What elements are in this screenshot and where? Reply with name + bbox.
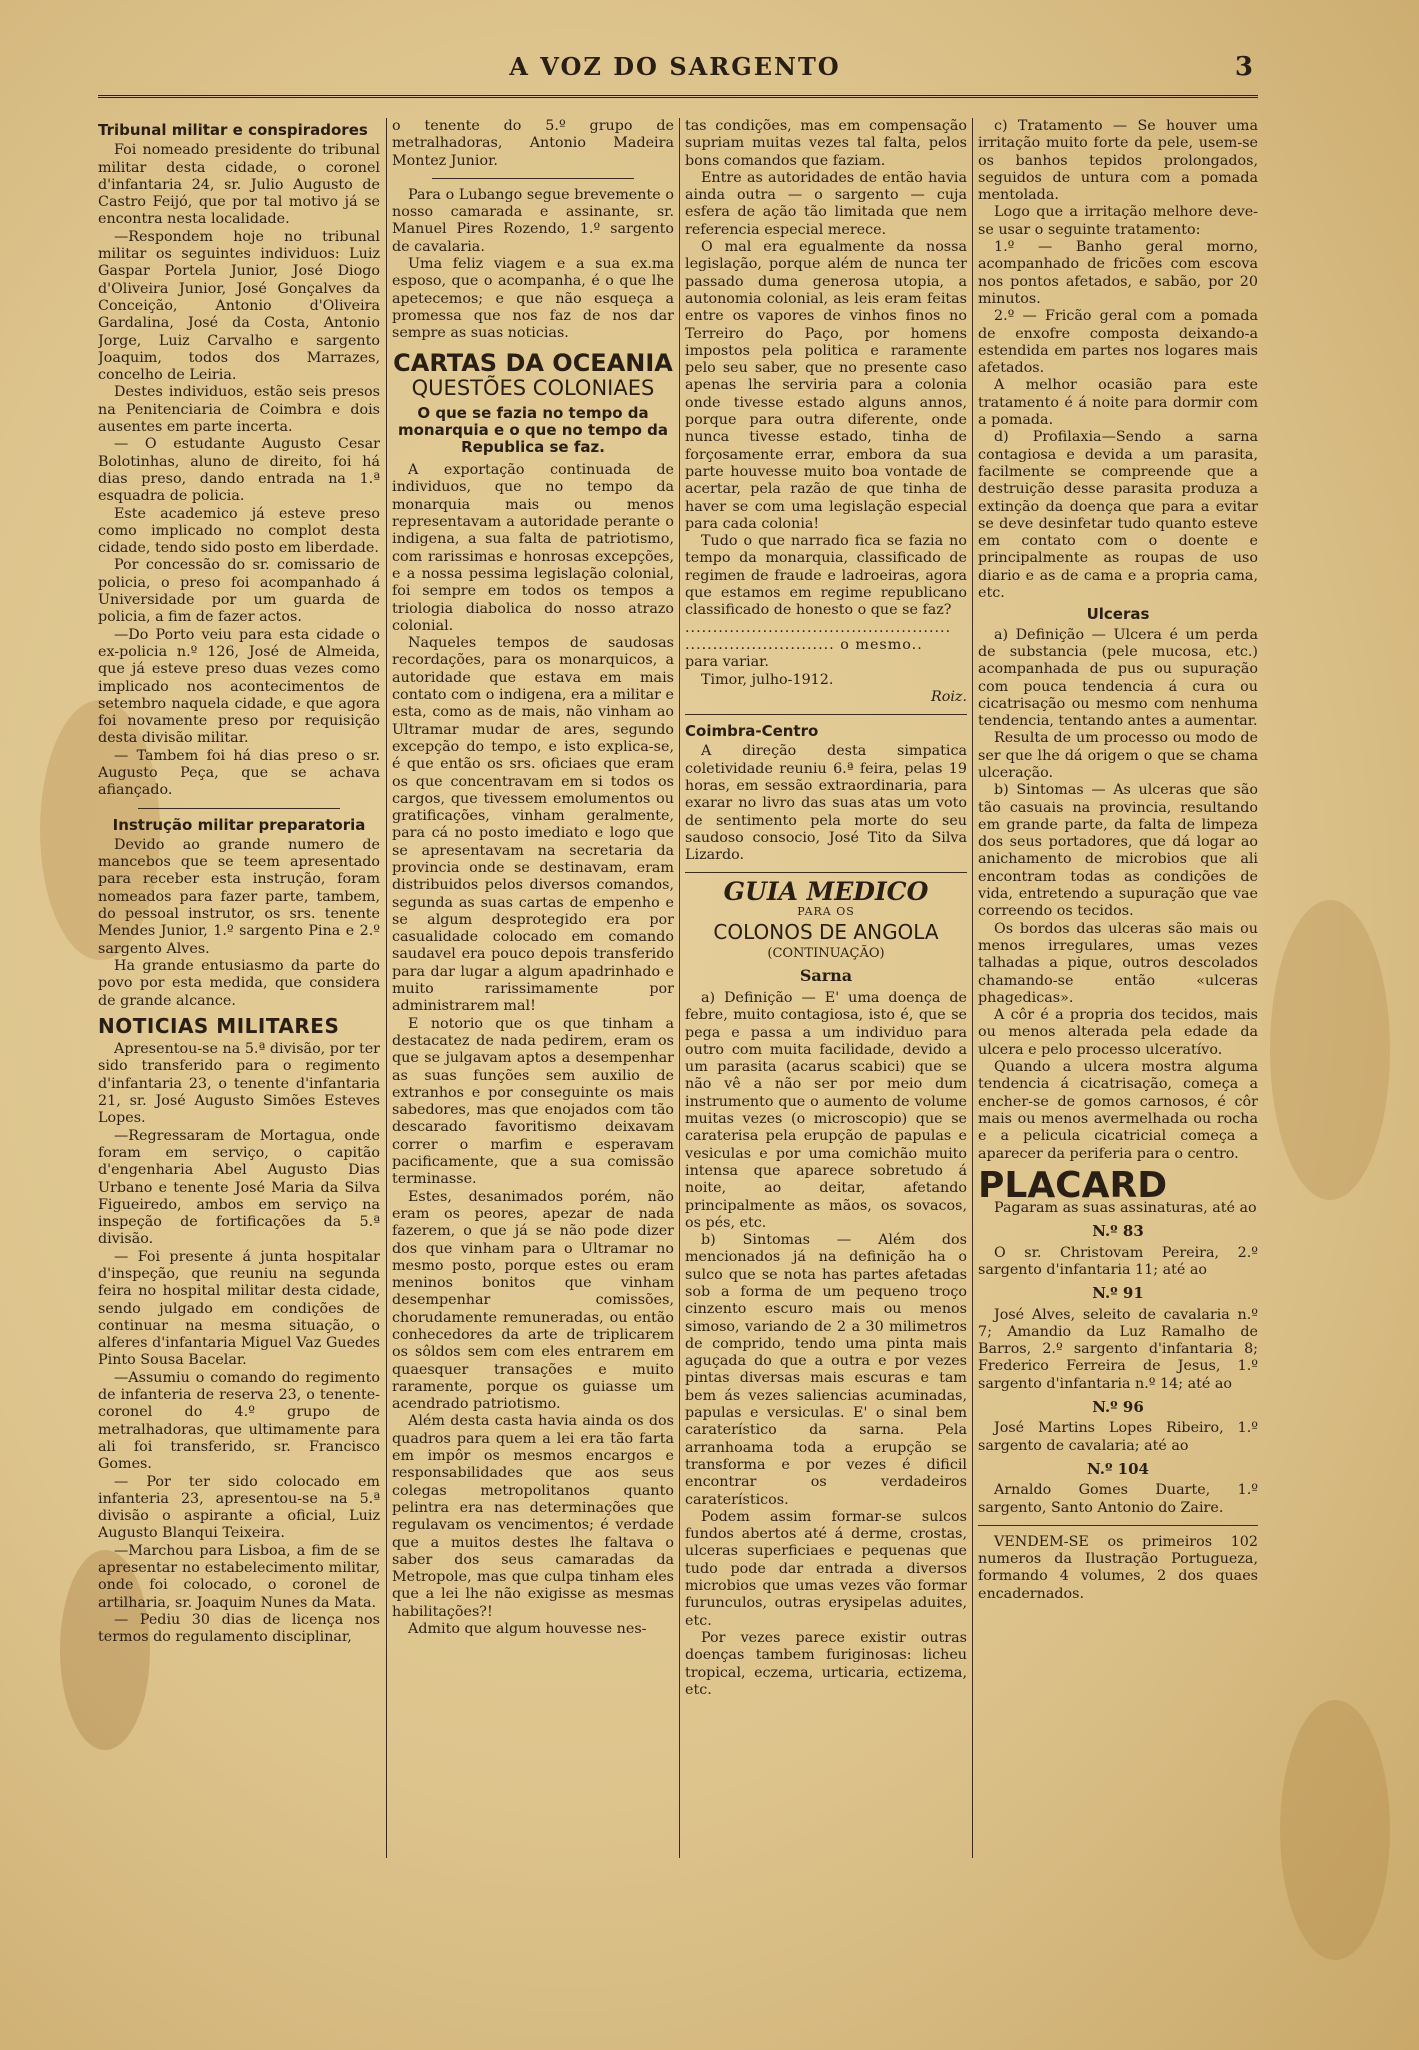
signature: Roiz. bbox=[930, 688, 967, 705]
headline-para-os: PARA OS bbox=[797, 904, 855, 918]
paragraph: O sr. Christovam Pereira, 2.º sargento d'infantaria 11; até ao bbox=[978, 1244, 1258, 1278]
paragraph: Entre as autoridades de então havia ainda outra — o sargento — cuja esfera de ação tão limitada que nem referencia especial merece. bbox=[685, 169, 967, 238]
paragraph: — Foi presente á junta hospitalar d'inspeção, que reuniu na segunda feira no hospital militar desta cidade, sendo julgado em condições de continuar na mesma situação, o alferes d'infantaria Miguel Vaz Guedes Pinto Sousa Bacelar. bbox=[98, 1248, 380, 1369]
paragraph: O mal era egualmente da nossa legislação, porque além de nunca ter passado duma generosa utopia, a autonomia colonial, as leis eram feitas entre os vapores de vinhos finos no Terreiro do Paço, por homens impostos pela politica e raramente pelo seu saber, que no presente caso apenas lhe serviria para a colonia onde tivesse estado alguns annos, porque para outra diferente, onde nunca tivesse estado, tinha de forçosamente errar, embora da sua parte houvesse muito boa vontade de acertar, pela razão de que tinha de haver se com uma legislação especial para cada colonia! bbox=[685, 239, 967, 532]
paragraph: Pagaram as suas assinaturas, até ao bbox=[994, 1200, 1257, 1217]
headline-cartas-oceania: CARTAS DA OCEANIA bbox=[393, 348, 673, 377]
column-2 bbox=[392, 118, 674, 1858]
section-divider bbox=[978, 1525, 1258, 1526]
paragraph: a) Definição — E' uma doença de febre, muito contagiosa, isto é, que se pega e passa a um individuo para outro com muita facilidade, devido a um parasita (acarus scabici) que se não vê a não ser por meio dum instrumento que o aumento de volume muitas vezes (o microscopio) que se caraterisa pela erupção de papulas e vesiculas e por uma comichão muito intensa que aparece sobretudo á noite, ao deitar, afetando principalmente as mãos, os sovacos, os pés, etc. bbox=[685, 989, 967, 1231]
paragraph: —Respondem hoje no tribunal militar os seguintes individuos: Luiz Gaspar Portela Junior, José Diogo d'Oliveira Junior, José Gonçalves da Conceição, Antonio d'Oliveira Gardalina, José da Costa, Antonio Jorge, Luiz Carvalho e sargento Joaquim, todos dos Marrazes, concelho de Leiria. bbox=[98, 228, 380, 384]
headline-placard: PLACARD bbox=[978, 1164, 1168, 1206]
paragraph: José Alves, seleito de cavalaria n.º 7; Amandio da Luz Ramalho de Barros, 2.º sargento d'infantaria 8; Frederico Ferreira de Jesus, 1.º sargento d'infantaria n.º 14; até ao bbox=[978, 1306, 1258, 1392]
section-divider bbox=[432, 178, 634, 179]
paragraph: A côr é a propria dos tecidos, mais ou menos alterada pela edade da ulcera e pelo processo ulceratívo. bbox=[978, 1007, 1258, 1058]
number-heading: N.º 104 bbox=[1086, 1459, 1149, 1478]
paragraph: Por vezes parece existir outras doenças tambem furiginosas: licheu tropical, eczema, urticaria, ectizema, etc. bbox=[685, 1629, 967, 1698]
paragraph: Para o Lubango segue brevemente o nosso camarada e assinante, sr. Manuel Pires Rozendo, 1.º sargento de cavalaria. bbox=[392, 186, 674, 255]
paragraph: —Marchou para Lisboa, a fim de se apresentar no estabelecimento militar, onde foi colocado, o coronel de artilharia, sr. Joaquim Nunes da Mata. bbox=[98, 1542, 380, 1611]
section-heading-tribunal: Tribunal militar e conspiradores bbox=[98, 121, 368, 139]
section-divider bbox=[685, 872, 967, 873]
paragraph: — Pediu 30 dias de licença nos termos do regulamento disciplinar, bbox=[98, 1611, 380, 1646]
paragraph: — O estudante Augusto Cesar Bolotinhas, aluno de direito, foi há dias preso, dando entrada na 1.ª esquadra de policia. bbox=[98, 436, 380, 505]
paragraph: Arnaldo Gomes Duarte, 1.º sargento, Santo Antonio do Zaire. bbox=[978, 1482, 1258, 1516]
column-divider bbox=[386, 118, 387, 1858]
headline-questoes-coloniaes: QUESTÕES COLONIAES bbox=[411, 375, 655, 400]
paragraph: Tudo o que narrado fica se fazia no tempo da monarquia, classificado de regimen de fraude e ladroeiras, agora que estamos em regime republicano classificado de honesto o que se faz? bbox=[685, 533, 967, 619]
paragraph: Resulta de um processo ou modo de ser que lhe dá origem o que se chama ulceração. bbox=[978, 730, 1258, 781]
paragraph: A direção desta simpatica coletividade reuniu 6.ª feira, pelas 19 horas, em sessão extraordinaria, para exarar no livro das suas atas um voto de sentimento pela morte do seu saudoso consocio, José Tito da Silva Lizardo. bbox=[685, 743, 967, 864]
paragraph: Uma feliz viagem e a sua ex.ma esposo, que o acompanha, é o que lhe apetecemos; e que não esqueça a promessa que nos faz de nos dar sempre as suas noticias. bbox=[392, 256, 674, 342]
paragraph: Além desta casta havia ainda os dos quadros para quem a lei era tão farta em impôr os mesmos encargos e responsabilidades que aos seus colegas metropolitanos quanto pelintra era nas determinações que regulavam os vencimentos; é verdade que a muitos destes lhe faltava o saber dos seus camaradas da Metropole, mas que culpa tinham eles que a lei lhe não exigisse as mesmas habilitações?! bbox=[392, 1413, 674, 1620]
paragraph: 2.º — Fricão geral com a pomada de enxofre composta deixando-a estendida em partes nos logares mais afetados. bbox=[978, 308, 1258, 377]
paragraph: —Assumiu o comando do regimento de infanteria de reserva 23, o tenente-coronel do 4.º grupo de metralhadoras, que ultimamente para ali foi transferido, sr. Francisco Gomes. bbox=[98, 1369, 380, 1473]
paragraph: a) Definição — Ulcera é um perda de substancia (pele mucosa, etc.) acompanhada de pus ou supuração com pouca tendencia á cura ou cicatrisação ou mesmo com nenhuma tendencia, tentando antes a aumentar. bbox=[978, 626, 1258, 730]
section-divider bbox=[138, 808, 340, 809]
paragraph: b) Sintomas — Além dos mencionados já na definição ha o sulco que se nota has partes afetadas sob a forma de um pequeno troço cinzento escuro mais ou menos simoso, variando de 2 a 30 milimetros de comprido, tendo uma pinta mais aguçada do que a outra e por vezes pintas diversas mais escuras e tam bem ás vezes saliencias acuminadas, papulas e versiculas. E' o sinal bem caraterístico da sarna. Pela arranhoama toda a erupção se transforma e por vezes é dificil encontrar os verdadeiros caraterísticos. bbox=[685, 1232, 967, 1508]
paragraph: A melhor ocasião para este tratamento é á noite para dormir com a pomada. bbox=[978, 377, 1258, 429]
page-number: 3 bbox=[1234, 52, 1255, 82]
paragraph: Destes individuos, estão seis presos na Penitenciaria de Coimbra e dois ausentes em parte incerta. bbox=[98, 384, 380, 436]
paragraph: Foi nomeado presidente do tribunal militar desta cidade, o coronel d'infantaria 24, sr. Julio Augusto de Castro Feijó, que por tal motivo já se encontra nesta localidade. bbox=[98, 142, 380, 228]
paragraph: —Do Porto veiu para esta cidade o ex-policia n.º 126, José de Almeida, que já esteve preso duas vezes como implicado nos acontecimentos de setembro naquela cidade, e que agora foi novamente preso por requisição desta divisão militar. bbox=[98, 626, 380, 747]
subheadline: O que se fazia no tempo da monarquia e o que no tempo da Republica se faz. bbox=[397, 404, 669, 457]
paragraph: c) Tratamento — Se houver uma irritação muito forte da pele, usem-se os banhos tepidos prolongados, seguidos de untura com a pomada mentolada. bbox=[978, 118, 1258, 204]
paragraph: Os bordos das ulceras são mais ou menos irregulares, umas vezes talhadas a pique, outros descolados chamando-se então «ulceras phagedicas». bbox=[978, 920, 1258, 1006]
paragraph: Podem assim formar-se sulcos fundos abertos até á derme, crostas, ulceras superficiaes e pequenas que tudo pode dar entrada a diversos microbios que umas vezes vão formar furunculos, outras erysipelas aduites, etc. bbox=[685, 1508, 967, 1629]
paragraph: A exportação continuada de individuos, que no tempo da monarquia mais ou menos representavam a autoridade perante o indigena, a sua falta de patriotismo, com rarissimas e honrosas excepções, e a nossa pessima legislação colonial, foi sempre em todos os tempos a triologia diabolica do nosso atrazo colonial. bbox=[392, 462, 674, 634]
paragraph: Naqueles tempos de saudosas recordações, para os monarquicos, a autoridade que estava em mais contato com o indigena, era a militar e esta, como as de mais, não vinham ao Ultramar mudar de ares, segundo excepção do tempo, e isto explica-se, é que então os srs. oficiaes que eram os que concentravam em si todos os cargos, que tivessem emolumentos ou gratificações, vinham geralmente, para cá no posto imediato e logo que se apresentavam na secretaria da provincia onde se destinavam, eram distribuidos pelos diversos comandos, segunda as suas cartas de empenho e se algum desprotegido era por casualidade colocado em comando saudavel era pouco depois transferido para dar lugar a algum apadrinhado e muito rarissimamente por administrarem mal! bbox=[392, 635, 674, 1015]
headline-colonos-angola: COLONOS DE ANGOLA bbox=[713, 920, 939, 945]
section-heading-noticias: NOTICIAS MILITARES bbox=[98, 1013, 340, 1038]
paragraph: Devido ao grande numero de mancebos que se teem apresentado para receber esta instrução, foram nomeados para fazer parte, tambem, do pessoal instrutor, os srs. tenente Mendes Junior, 1.º sargento Pina e 2.º sargento Alves. bbox=[98, 836, 380, 957]
ellipsis-line: ................................................ bbox=[685, 619, 952, 636]
section-heading-coimbra-centro: Coimbra-Centro bbox=[685, 722, 819, 741]
column-divider bbox=[972, 118, 973, 1858]
section-heading-instrucao: Instrução militar preparatoria bbox=[112, 815, 366, 834]
paragraph: — Tambem foi há dias preso o sr. Augusto Peça, que se achava afiançado. bbox=[98, 747, 380, 799]
ellipsis-line: ........................... o mesmo.. bbox=[685, 636, 923, 653]
continuation-note: (CONTINUAÇÃO) bbox=[767, 946, 885, 962]
paragraph: —Regressaram de Mortagua, onde foram em serviço, o capitão d'engenharia Abel Augusto Dias Urbano e tenente José Maria da Silva Figueiredo, ambos em serviço na inspeção de fortificações da 5.ª divisão. bbox=[98, 1127, 380, 1248]
column-3 bbox=[685, 118, 967, 1858]
paragraph: Ha grande entusiasmo da parte do povo por esta medida, que considera de grande alcance. bbox=[98, 957, 380, 1009]
paragraph: d) Profilaxia—Sendo a sarna contagiosa e devida a um parasita, facilmente se compreende que a destruição desse parasita produza a extinção da doença que para a evitar se deve desinfetar tudo quanto esteve em contato com o doente e principalmente as roupas de uso diario e as de cama e a propria cama, etc. bbox=[978, 429, 1258, 602]
paragraph: para variar. bbox=[685, 654, 769, 671]
subheading-sarna: Sarna bbox=[799, 965, 853, 985]
paragraph: Logo que a irritação melhore deve-se usar o seguinte tratamento: bbox=[978, 204, 1258, 238]
paragraph: Este academico já esteve preso como implicado no complot desta cidade, tendo sido posto em liberdade. bbox=[98, 505, 380, 557]
paragraph: Por concessão do sr. comissario de policia, o preso foi acompanhado á Universidade por um guarda de policia, a fim de fazer actos. bbox=[98, 557, 380, 626]
paragraph: b) Sintomas — As ulceras que são tão casuais na provincia, resultando em grande parte, da falta de limpeza dos seus portadores, que dá logar ao anichamento de microbios que ali encontram todas as condições de vida, entretendo a supuração que vae correendo os tecidos. bbox=[978, 782, 1258, 920]
headline-guia-medico: GUIA MEDICO bbox=[723, 877, 929, 907]
number-heading: N.º 91 bbox=[1092, 1284, 1144, 1303]
masthead-rule bbox=[98, 95, 1258, 98]
paragraph: José Martins Lopes Ribeiro, 1.º sargento de cavalaria; até ao bbox=[978, 1420, 1258, 1454]
masthead bbox=[95, 52, 1255, 90]
paragraph: Apresentou-se na 5.ª divisão, por ter sido transferido para o regimento d'infantaria 23, o tenente d'infantaria 21, sr. José Augusto Simões Esteves Lopes. bbox=[98, 1041, 380, 1127]
number-heading: N.º 83 bbox=[1092, 1222, 1144, 1241]
paragraph: — Por ter sido colocado em infanteria 23, apresentou-se na 5.ª divisão o aspirante a oficial, Luiz Augusto Blanqui Teixeira. bbox=[98, 1473, 380, 1542]
paragraph: tas condições, mas em compensação supriam muitas vezes tal falta, pelos bons comandos que faziam. bbox=[685, 118, 967, 169]
paragraph: Admito que algum houvesse nes- bbox=[408, 1621, 647, 1638]
advertisement-vendem: VENDEM-SE os primeiros 102 numeros da Ilustração Portugueza, formando 4 volumes, 2 dos quaes encadernados. bbox=[978, 1533, 1258, 1602]
paragraph: 1.º — Banho geral morno, acompanhado de fricões com escova nos pontos afetados, e sabão, por 20 minutos. bbox=[978, 239, 1258, 307]
paragraph: o tenente do 5.º grupo de metralhadoras, Antonio Madeira Montez Junior. bbox=[392, 118, 674, 169]
paragraph: Quando a ulcera mostra alguma tendencia á cicatrisação, começa a encher-se de gomos carnosos, é côr mais ou menos avermelhada ou rocha e a pelicula cicatricial começa a aparecer da periferia para o centro. bbox=[978, 1059, 1258, 1162]
dateline: Timor, julho-1912. bbox=[701, 671, 834, 688]
number-heading: N.º 96 bbox=[1092, 1398, 1144, 1417]
column-4 bbox=[978, 118, 1258, 1858]
masthead-title: A VOZ DO SARGENTO bbox=[509, 52, 841, 81]
subheading-ulceras: Ulceras bbox=[1086, 605, 1150, 624]
column-1 bbox=[98, 118, 380, 1858]
column-divider bbox=[679, 118, 680, 1858]
section-divider bbox=[685, 714, 967, 715]
paragraph: E notorio que os que tinham a destacatez de nada pedirem, eram os que se julgavam aptos a desempenhar as suas funções sem auxilio de extranhos e por conseguinte os mais sabedores, mas que enojados com tão descarado favoritismo deixavam correr o marfim e esperavam pacificamente, que a sua comissão terminasse. bbox=[392, 1015, 674, 1188]
paragraph: Estes, desanimados porém, não eram os peores, apezar de nada fazerem, o que já se não pode dizer dos que vinham para o Ultramar no mesmo posto, porque estes ou eram meninos bonitos que vinham desempenhar comissões, chorudamente remuneradas, ou então conhecedores da arte de triplicarem os sôldos sem com eles entrarem em quaesquer transações e muito raramente, porque os guiasse um acendrado patriotismo. bbox=[392, 1188, 674, 1413]
